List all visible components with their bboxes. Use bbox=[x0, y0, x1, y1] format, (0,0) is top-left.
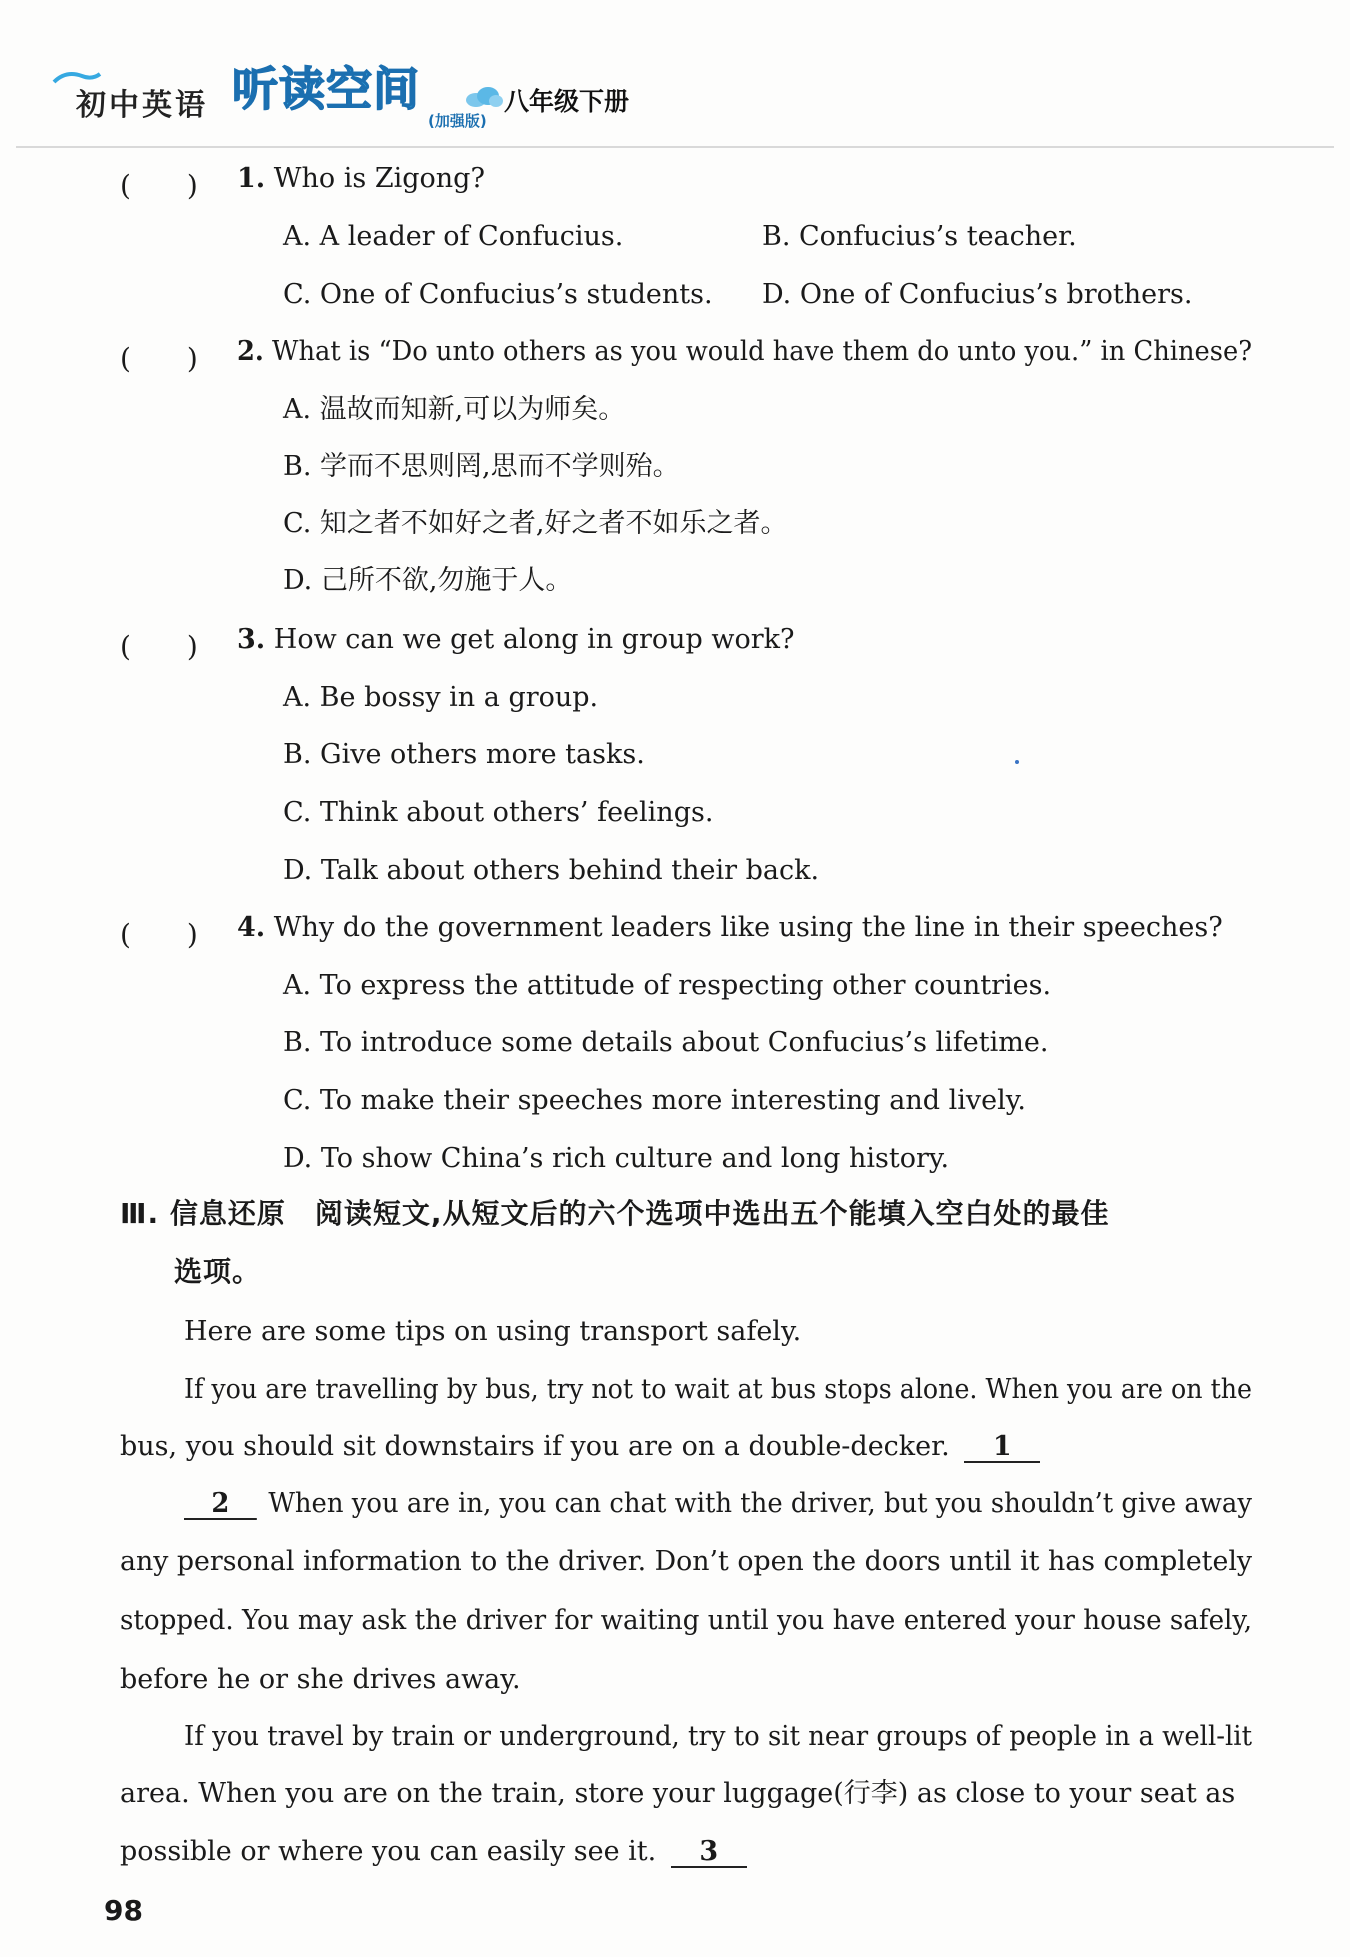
option-c: C. One of Confucius’s students. bbox=[283, 279, 713, 310]
page-header bbox=[72, 62, 772, 140]
option-c: C. To make their speeches more interesting and lively. bbox=[283, 1085, 1027, 1116]
header-subject: 初中英语 bbox=[76, 88, 208, 123]
question-number: 3. bbox=[237, 624, 266, 655]
header-divider bbox=[16, 146, 1334, 148]
option-c: C. Think about others’ feelings. bbox=[283, 797, 714, 828]
passage-line: 2 When you are in, you can chat with the driver, but you shouldn’t give away bbox=[184, 1490, 1252, 1520]
passage-line: before he or she drives away. bbox=[120, 1664, 521, 1695]
passage-line: bus, you should sit downstairs if you are on a double-decker. 1 bbox=[120, 1433, 1040, 1463]
option-a: A. To express the attitude of respecting other countries. bbox=[283, 970, 1052, 1001]
passage-line: If you travel by train or underground, try to sit near groups of people in a well-lit bbox=[184, 1721, 1253, 1752]
passage-line: any personal information to the driver. Don’t open the doors until it has completely bbox=[120, 1546, 1253, 1577]
blank-3[interactable]: 3 bbox=[671, 1838, 747, 1868]
option-d: D. To show China’s rich culture and long history. bbox=[283, 1143, 950, 1174]
page-number: 98 bbox=[104, 1894, 143, 1927]
option-b: B. Confucius’s teacher. bbox=[762, 221, 1077, 252]
question-stem: 1. Who is Zigong? bbox=[237, 163, 485, 194]
passage-line: possible or where you can easily see it. 3 bbox=[120, 1838, 747, 1868]
question-number: 4. bbox=[237, 912, 266, 943]
option-a: A. 温故而知新,可以为师矣。 bbox=[283, 394, 626, 425]
passage-line: stopped. You may ask the driver for waiting until you have entered your house safely, bbox=[120, 1605, 1253, 1636]
option-b: B. To introduce some details about Confucius’s lifetime. bbox=[283, 1027, 1049, 1058]
section-heading: Ⅲ. 信息还原 阅读短文,从短文后的六个选项中选出五个能填入空白处的最佳 bbox=[120, 1197, 1110, 1230]
passage-line: If you are travelling by bus, try not to wait at bus stops alone. When you are on the bbox=[184, 1374, 1253, 1405]
question-stem: 3. How can we get along in group work? bbox=[237, 624, 795, 655]
option-b: B. 学而不思则罔,思而不学则殆。 bbox=[283, 451, 680, 482]
blank-1[interactable]: 1 bbox=[964, 1433, 1040, 1463]
answer-bracket[interactable]: ( ) bbox=[120, 918, 198, 951]
passage-line: area. When you are on the train, store your luggage(行李) as close to your seat as bbox=[120, 1778, 1236, 1809]
option-c: C. 知之者不如好之者,好之者不如乐之者。 bbox=[283, 508, 788, 539]
option-d: D. 己所不欲,勿施于人。 bbox=[283, 565, 573, 596]
option-b: B. Give others more tasks. bbox=[283, 739, 645, 770]
header-grade: 八年级下册 bbox=[504, 87, 630, 116]
question-number: 2. bbox=[237, 336, 264, 367]
question-stem: 2. What is “Do unto others as you would have them do unto you.” in Chinese? bbox=[237, 336, 1252, 367]
answer-bracket[interactable]: ( ) bbox=[120, 169, 198, 202]
option-a: A. Be bossy in a group. bbox=[283, 682, 599, 713]
option-d: D. Talk about others behind their back. bbox=[283, 855, 820, 886]
answer-bracket[interactable]: ( ) bbox=[120, 342, 198, 375]
stray-dot bbox=[1015, 760, 1019, 764]
passage-line: Here are some tips on using transport safely. bbox=[184, 1316, 802, 1347]
blank-2[interactable]: 2 bbox=[184, 1490, 257, 1520]
cloud-icon bbox=[464, 86, 504, 108]
header-logo: 听读空间 bbox=[232, 62, 420, 116]
option-d: D. One of Confucius’s brothers. bbox=[762, 279, 1193, 310]
answer-bracket[interactable]: ( ) bbox=[120, 630, 198, 663]
section-heading-cont: 选项。 bbox=[174, 1255, 262, 1288]
question-stem: 4. Why do the government leaders like using the line in their speeches? bbox=[237, 912, 1223, 943]
option-a: A. A leader of Confucius. bbox=[283, 221, 624, 252]
header-edition: (加强版) bbox=[428, 112, 487, 130]
question-number: 1. bbox=[237, 163, 266, 194]
